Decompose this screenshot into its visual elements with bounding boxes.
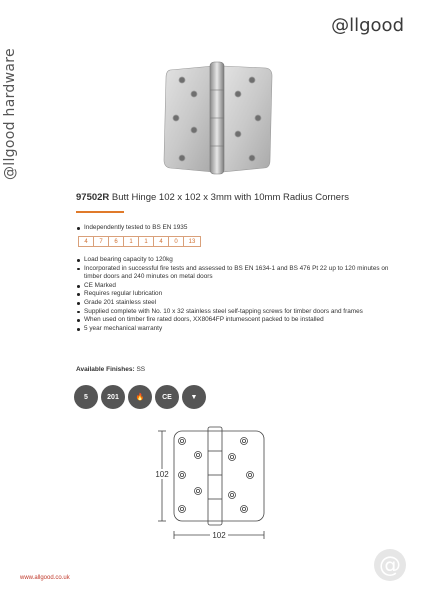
side-brand-logo [2, 40, 30, 180]
hinge-product-image [150, 60, 282, 176]
code-cell: 4 [79, 237, 94, 247]
at-logo-icon: @ [374, 549, 406, 581]
list-item: Incorporated in successful fire tests and assessed to BS EN 1634-1 and BS 476 Pt 22 up to 120 minutes on timber doors and 240 minutes on metal doors [76, 265, 396, 282]
code-cell: 4 [154, 237, 169, 247]
finishes-label: Available Finishes: [76, 366, 135, 373]
list-item: 5 year mechanical warranty [76, 325, 396, 334]
code-cell: 7 [94, 237, 109, 247]
features-list [76, 256, 396, 333]
list-item: Grade 201 stainless steel [76, 299, 396, 308]
code-cell: 13 [184, 237, 201, 247]
finishes-value: SS [136, 366, 146, 373]
list-item: CE Marked [76, 282, 396, 291]
fire-rated-icon: 🔥 [128, 385, 152, 409]
list-item: Load bearing capacity to 120kg [76, 256, 396, 265]
certification-icons [74, 385, 206, 409]
list-item: Independently tested to BS EN 1935 [76, 224, 396, 233]
top-logo: @llgood [331, 15, 404, 36]
technical-drawing [148, 425, 278, 550]
ce-mark-icon: CE [155, 385, 179, 409]
product-code: 97502R [76, 192, 110, 203]
width-dimension-label: 102 [212, 531, 226, 540]
code-cell: 0 [169, 237, 184, 247]
product-title [76, 192, 349, 203]
product-name: Butt Hinge 102 x 102 x 3mm with 10mm Radius Corners [111, 192, 349, 203]
list-item: Supplied complete with No. 10 x 32 stainless steel self-tapping screws for timber doors and frames [76, 308, 396, 317]
side-brand-text: @llgood hardware [2, 48, 18, 180]
height-dimension-label: 102 [155, 470, 169, 479]
title-divider [76, 211, 124, 213]
website-link[interactable]: www.allgood.co.uk [20, 575, 70, 581]
classification-code-table [78, 236, 201, 247]
code-cell: 1 [139, 237, 154, 247]
code-cell: 6 [109, 237, 124, 247]
en-tested-icon: ▼ [182, 385, 206, 409]
standards-list [76, 224, 396, 233]
list-item: When used on timber fire rated doors, XX8064FP intumescent packed to be installed [76, 316, 396, 325]
5-year-warranty-icon: 5 [74, 385, 98, 409]
grade-201-icon: 201 [101, 385, 125, 409]
available-finishes [76, 366, 145, 373]
code-cell: 1 [124, 237, 139, 247]
list-item: Requires regular lubrication [76, 290, 396, 299]
